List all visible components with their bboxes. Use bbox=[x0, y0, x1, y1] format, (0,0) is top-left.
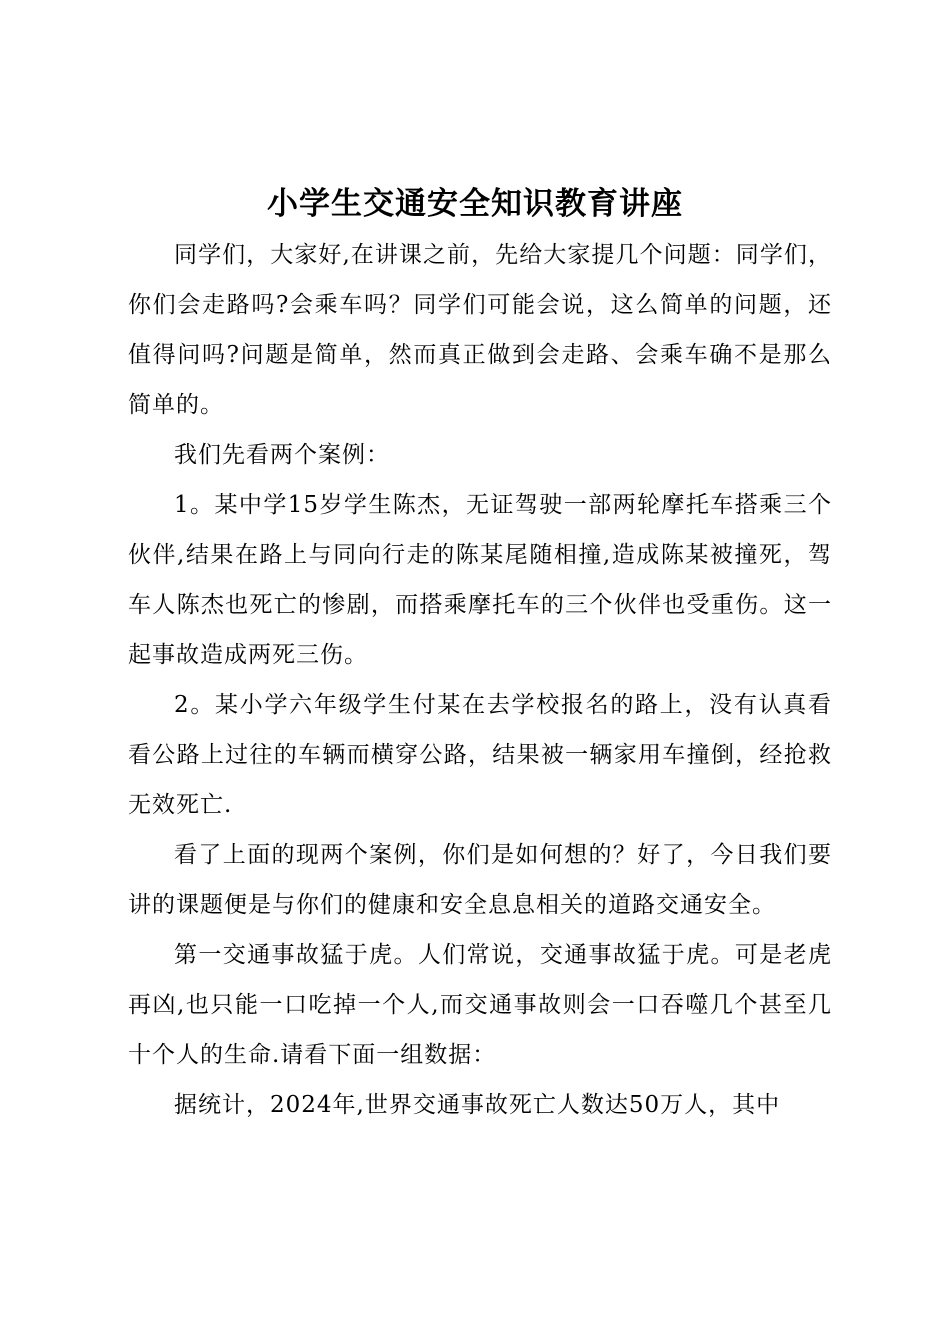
paragraph-cases-lead: 我们先看两个案例： bbox=[174, 442, 390, 468]
paragraph-case-1: 1。某中学15岁学生陈杰，无证驾驶一部两轮摩托车搭乘三个伙伴,结果在路上与同向行走的陈某尾随相撞,造成陈某被撞死，驾车人陈杰也死亡的惨剧，而搭乘摩托车的三个伙伴也受重伤。这一起事故造成两死三伤。 bbox=[128, 492, 832, 668]
document-body bbox=[128, 230, 832, 1130]
paragraph-case-2: 2。某小学六年级学生付某在去学校报名的路上，没有认真看看公路上过往的车辆而横穿公路，结果被一辆家用车撞倒，经抢救无效死亡. bbox=[128, 692, 832, 818]
document-title: 小学生交通安全知识教育讲座 bbox=[267, 186, 683, 222]
paragraph-statistics: 据统计，2024年,世界交通事故死亡人数达50万人，其中 bbox=[174, 1092, 781, 1118]
paragraph-reflection: 看了上面的现两个案例，你们是如何想的？好了，今日我们要讲的课题便是与你们的健康和安全息息相关的道路交通安全。 bbox=[128, 842, 832, 918]
paragraph-intro: 同学们，大家好,在讲课之前，先给大家提几个问题：同学们，你们会走路吗?会乘车吗？同学们可能会说，这么简单的问题，还值得问吗?问题是简单，然而真正做到会走路、会乘车确不是那么简单的。 bbox=[128, 242, 832, 418]
paragraph-section-1: 第一交通事故猛于虎。人们常说，交通事故猛于虎。可是老虎再凶,也只能一口吃掉一个人,而交通事故则会一口吞噬几个甚至几十个人的生命.请看下面一组数据： bbox=[128, 942, 832, 1068]
